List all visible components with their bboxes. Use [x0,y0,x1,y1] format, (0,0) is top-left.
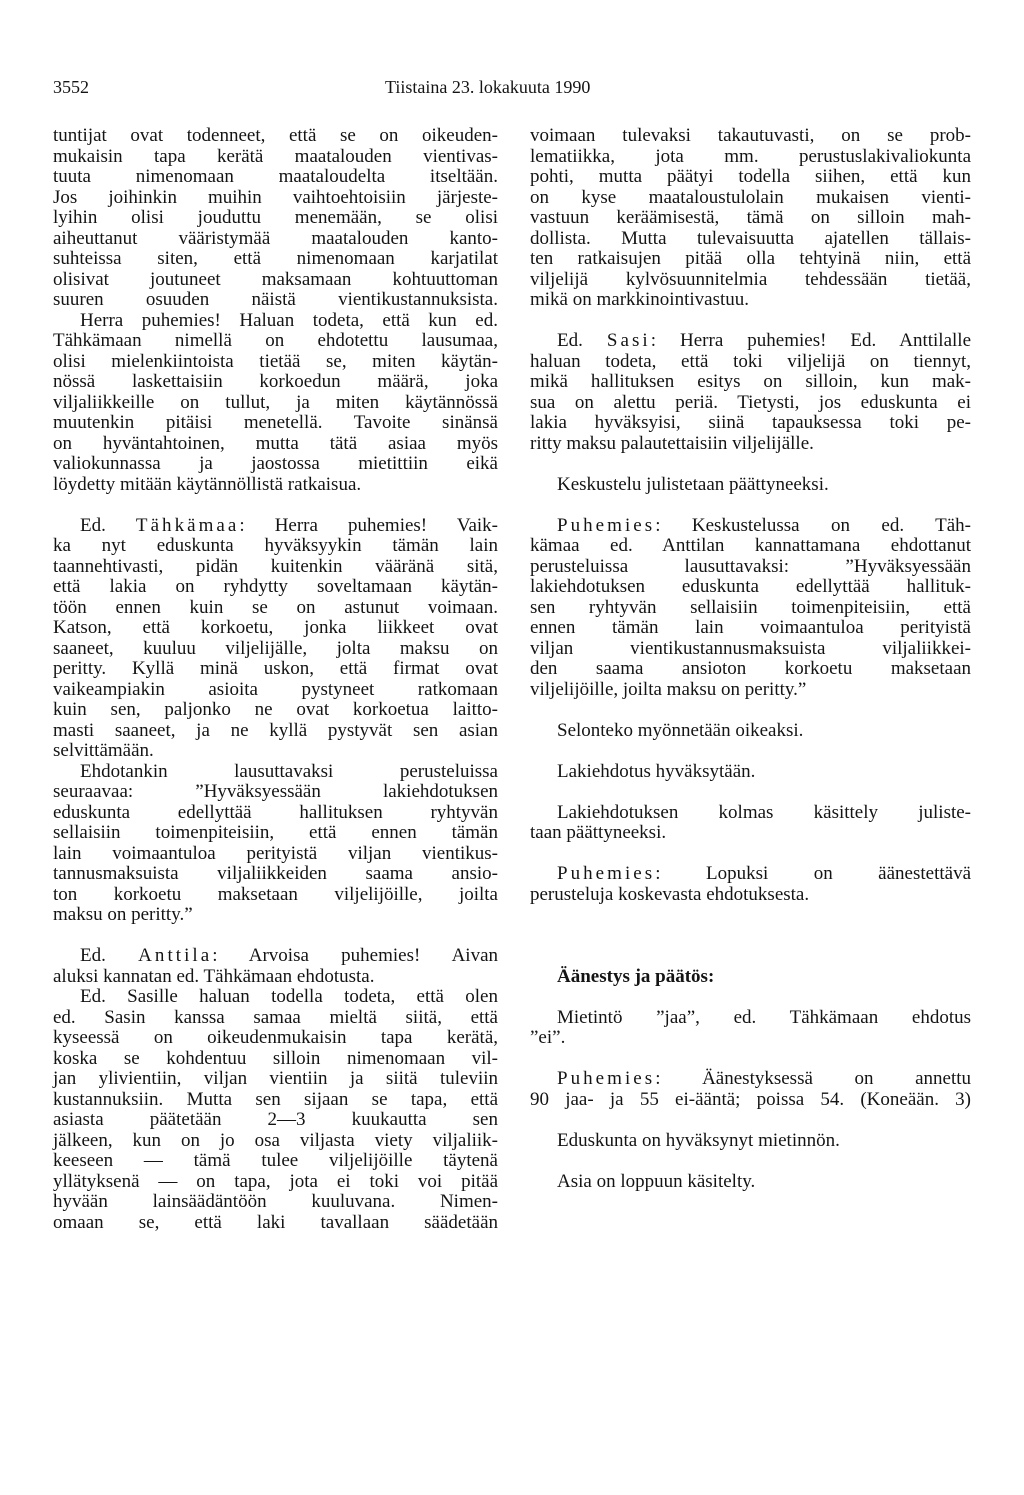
text-line: viljan vientikustannusmaksuista viljaliikkei- [530,637,971,659]
page-number: 3552 [53,77,89,97]
text-line: yllätyksenä — on tapa, jota ei toki voi pitää [53,1170,498,1192]
text-line: masti saaneet, ja ne kyllä pystyvät sen asian [53,719,498,741]
text-line: töön ennen kuin se on astunut voimaan. [53,596,498,618]
text-line: ennen tämän lain voimaantuloa perityistä [530,617,971,638]
text-line: Ed. Tähkämaa: Herra puhemies! Vaik- [80,514,498,536]
text-line: Ehdotankin lausuttavaksi perusteluissa [80,760,498,782]
text-line [530,946,971,967]
text-line [530,700,971,721]
text-line: on hyväntahtoinen, mutta tätä asiaa myös [53,432,498,454]
text-line: olisi mielenkiintoista tietää se, miten käytän- [53,350,498,372]
text-line: sen ryhtyvän sellaisiin toimenpiteisiin, että [530,596,971,618]
text-line: Puhemies: Lopuksi on äänestettävä [557,863,971,884]
text-line: olisivat joutuneet maksamaan kohtuuttoman [53,268,498,290]
text-line: Äänestys ja päätös: [557,965,715,987]
text-line: hyvään lainsäädäntöön kuuluvana. Nimen- [53,1191,498,1212]
text-line: tuntijat ovat todenneet, että se on oikeuden- [53,125,498,146]
text-line [530,905,971,926]
text-line: tuuta nimenomaan maataloudelta itseltään. [53,166,498,187]
speaker-name: Sasi [606,330,651,351]
text-line: Ed. Anttila: Arvoisa puhemies! Aivan [80,945,499,966]
text-line: pohti, mutta päätyi todella siihen, että kun [530,166,971,187]
text-line [530,844,971,865]
text-line: saaneet, kuuluu viljelijälle, jolta maksu on [53,637,498,659]
text-line: Lakiehdotus hyväksytään. [557,760,756,782]
text-line: den saama ansioton korkoetu maksetaan [530,658,971,679]
text-line: löydetty mitään käytännöllistä ratkaisua. [53,473,362,495]
text-line: viljelijä kylvösuunnitelmia tehdessään tietää, [530,268,971,290]
text-line: Selonteko myönnetään oikeaksi. [557,719,804,741]
text-line: ritty maksu palautettaisiin viljelijälle. [530,432,814,454]
text-line: Puhemies: Äänestyksessä on annettu [557,1068,971,1089]
text-line: muutenkin pitäisi menetellä. Tavoite sinänsä [53,412,498,433]
text-line: Keskustelu julistetaan päättyneeksi. [557,473,829,495]
text-line: ka nyt eduskunta hyväksyykin tämän lain [53,535,498,556]
text-line: lain voimaantuloa perityistä viljan vientikus- [53,842,498,864]
text-line: Eduskunta on hyväksynyt mietinnön. [557,1129,840,1151]
text-line: koska se kohdentuu silloin nimenomaan vil- [53,1047,498,1069]
text-line: kuin sen, paljonko ne ovat korkoetua laitto- [53,699,498,720]
page-date: Tiistaina 23. lokakuuta 1990 [385,77,591,97]
right-column [530,126,971,1192]
text-line: on kyse maataloustulolain mukaisen vienti- [530,186,971,208]
text-line: vastuun keräämisestä, tämä on silloin mah- [530,207,971,228]
text-line: Lakiehdotuksen kolmas käsittely juliste- [557,801,971,823]
text-line: sua on alettu periä. Tietysti, jos eduskunta ei [530,391,971,413]
text-line [530,1151,971,1172]
text-line: taan päättyneeksi. [530,822,667,843]
text-line: Herra puhemies! Haluan todeta, että kun ed. [80,309,498,331]
text-line: maksu on peritty.” [53,904,193,925]
text-line [530,495,971,516]
text-line: että lakia on ryhdytty soveltamaan käytän- [53,576,498,597]
text-line: mikä hallituksen esitys on silloin, kun mak- [530,371,971,392]
text-line [530,454,971,475]
text-line [530,987,971,1008]
text-line: voimaan tulevaksi takautuvasti, on se prob- [530,125,971,146]
text-line: kämaa ed. Anttilan kannattamana ehdottanut [530,535,971,556]
text-line: sellaisiin toimenpiteisiin, että ennen tämän [53,822,498,843]
text-line: dollista. Mutta tulevaisuutta ajatellen tällais- [530,227,971,249]
text-line: Mietintö ”jaa”, ed. Tähkämaan ehdotus [557,1006,971,1028]
text-line: perusteluissa lausuttavaksi: ”Hyväksyessään [530,555,971,577]
text-line: lakia hyväksyisi, siinä tapauksessa toki pe- [530,412,971,433]
text-line: ed. Sasin kanssa samaa mieltä siitä, että [53,1006,498,1028]
text-line: Ed. Sasille haluan todella todeta, että olen [80,986,498,1007]
text-line [530,1110,971,1131]
speaker-name: Puhemies [557,863,656,884]
text-line: 90 jaa- ja 55 ei-ääntä; poissa 54. (Koneään. 3) [530,1088,971,1110]
text-line: seuraavaa: ”Hyväksyessään lakiehdotuksen [53,781,498,802]
text-line [53,495,498,516]
text-line: mikä on markkinointivastuu. [530,289,750,310]
text-line: Jos joihinkin muihin vaihtoehtoisiin järjeste- [53,186,498,208]
text-line: jälkeen, kun on jo osa viljasta viety viljaliik- [53,1129,498,1151]
text-line: mukaisin tapa kerätä maatalouden vientivas- [53,145,498,167]
text-line: Tähkämaan nimellä on ehdotettu lausumaa, [53,330,498,351]
text-line: Katson, että korkoetu, jonka liikkeet ovat [53,617,498,638]
text-line: taannehtivasti, pidän kuitenkin vääränä sitä, [53,555,498,577]
text-line [530,741,971,762]
text-line: aiheuttanut vääristymää maatalouden kanto- [53,227,498,249]
text-line: perusteluja koskevasta ehdotuksesta. [530,883,810,905]
text-line [53,926,498,947]
text-line: kustannuksiin. Mutta sen sijaan se tapa, että [53,1088,498,1110]
speaker-name: Puhemies [557,1068,656,1089]
text-line: kyseessä on oikeudenmukaisin tapa kerätä, [53,1027,498,1048]
text-line [530,926,971,947]
speaker-name: Tähkämaa [135,514,240,536]
text-line: nössä laskettaisiin korkoedun määrä, joka [53,371,498,392]
text-line: Puhemies: Keskustelussa on ed. Täh- [557,514,971,536]
text-line: eduskunta edellyttää hallituksen ryhtyvän [53,801,498,823]
text-line: selvittämään. [53,740,154,761]
text-line [530,1049,971,1070]
speaker-name: Puhemies [557,514,656,536]
text-line: haluan todeta, että toki viljelijä on tiennyt, [530,350,971,372]
text-line: ten ratkaisujen pitää olla tehtyinä niin, että [530,248,971,269]
text-line: ”ei”. [530,1027,566,1048]
text-line: vaikeampiakin asioita pystyneet ratkomaan [53,678,498,700]
text-line: lakiehdotuksen eduskunta edellyttää hallituk- [530,576,971,597]
text-line: asiasta päätetään 2—3 kuukautta sen [53,1109,498,1130]
speaker-name: Anttila [138,945,213,966]
text-line [530,311,971,332]
text-line: viljaliikkeille on tullut, ja miten käytännössä [53,391,498,413]
left-column [53,126,498,1233]
text-line: tannusmaksuista viljaliikkeiden saama ansio- [53,863,498,884]
text-line: valiokunnassa ja jaostossa mietittiin eikä [53,453,498,474]
text-line [530,782,971,803]
text-line: suhteissa siten, että nimenomaan karjatilat [53,248,498,269]
text-line: ton korkoetu maksetaan viljelijöille, joilta [53,883,498,905]
text-line: suuren osuuden näistä vientikustannuksista. [53,289,498,310]
text-line: Asia on loppuun käsitelty. [557,1170,756,1192]
text-line: omaan se, että laki tavallaan säädetään [53,1211,498,1233]
text-line: jan ylivientiin, viljan vientiin ja siitä tuleviin [53,1068,498,1089]
text-line: Ed. Sasi: Herra puhemies! Ed. Anttilalle [557,330,972,351]
text-line: peritty. Kyllä minä uskon, että firmat ovat [53,658,498,679]
text-line: lyihin olisi jouduttu menemään, se olisi [53,207,498,228]
text-line: aluksi kannatan ed. Tähkämaan ehdotusta. [53,965,375,987]
text-line: keeseen — tämä tulee viljelijöille täytenä [53,1150,498,1171]
text-line: lematiikka, jota mm. perustuslakivaliokunta [530,145,971,167]
text-line: viljelijöille, joilta maksu on peritty.” [530,678,807,700]
